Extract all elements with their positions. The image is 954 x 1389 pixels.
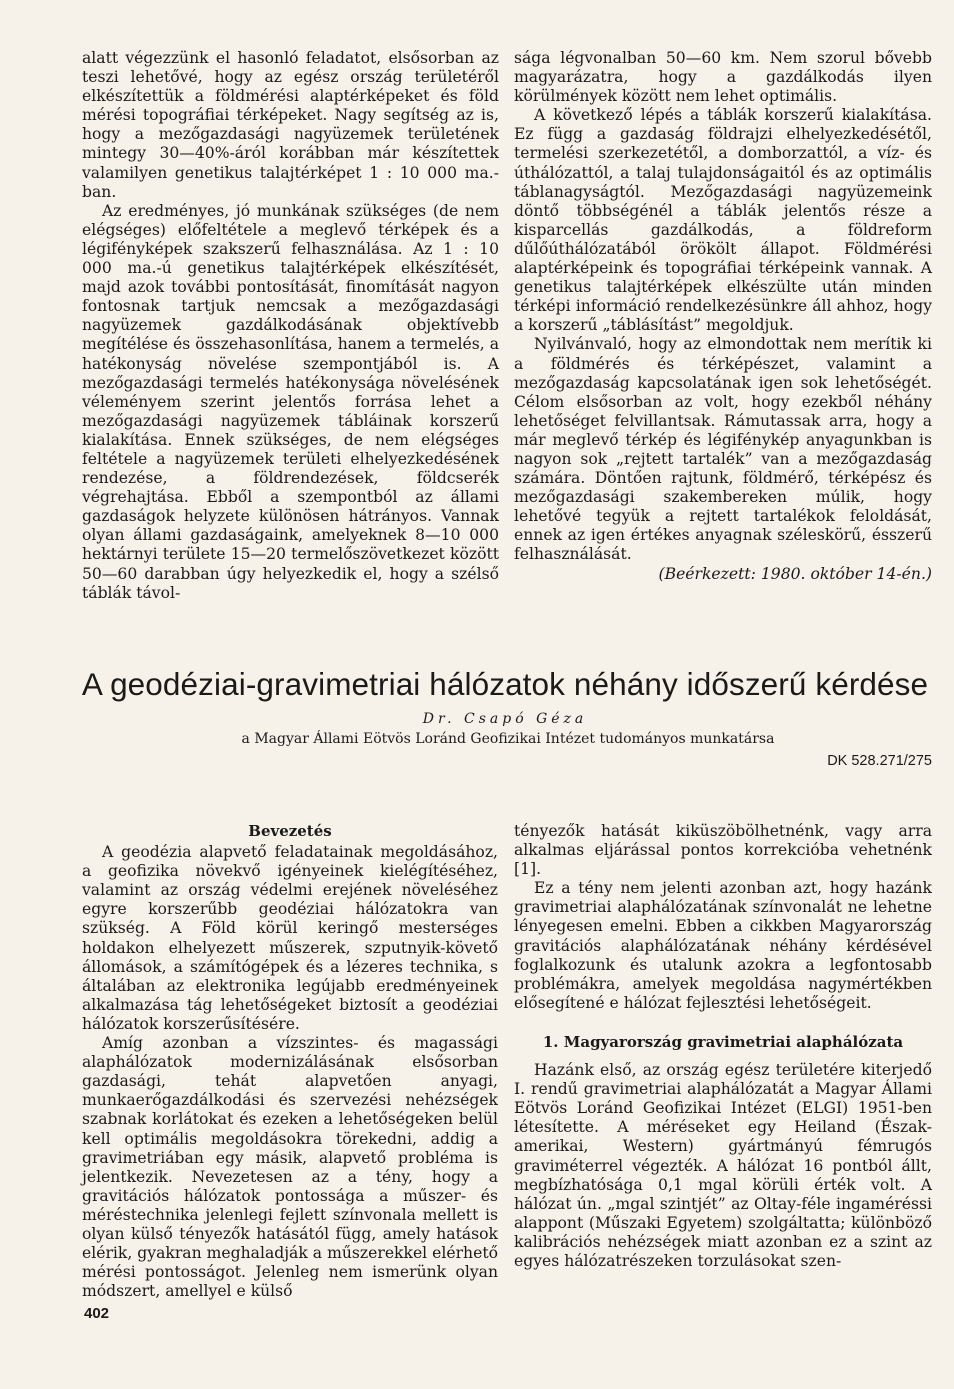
- top-left-column: [82, 49, 499, 603]
- paragraph: A következő lépés a táblák korszerű kialakítása. Ez függ a gazdaság földrajzi elhelyezkedésétől, termelési szerkezetétől, a domborzattól, a víz- és úthálózattól, a talaj tulajdonságaitól és az optimális táblanagyságtól. Mezőgazdasági nagyüzemeink döntő többségénél a táblák jelentős része a kisparcellás gazdálkodás, a földreform dűlőúthálózatából örökölt állapot. Földmérési alaptérképeink és topográfiai térképeink vannak. A genetikus talajtérképek elkészülte után minden térképi információ rendelkezésünkre áll ahhoz, hogy a korszerű „táblásítást” megoldjuk.: [514, 106, 932, 335]
- paragraph: Amíg azonban a vízszintes- és magassági alaphálózatok modernizálásának elsősorban gazdasági, tehát alapvetően anyagi, munkaerőgazdálkodási és szervezési nehézségek szabnak korlátokat és ezeken a lehetőségeken belül kell optimális megoldásokra törekedni, addig a gravimetriában egy másik, alapvető probléma is jelentkezik. Nevezetesen az a tény, hogy a gravitációs hálózatok pontossága a műszer- és méréstechnika jelenlegi fejlett színvonala mellett is olyan külső tényezők hatásától függ, amely hatások elérik, gyakran meghaladják a műszerekkel elérhető mérési pontosságot. Jelenleg nem ismerünk olyan módszert, amellyel e külső: [82, 1034, 498, 1301]
- section-heading: 1. Magyarország gravimetriai alaphálózata: [542, 1032, 904, 1051]
- paragraph: tényezők hatását kiküszöbölhetnénk, vagy arra alkalmas eljárással pontos korrekcióba vehetnénk [1].: [514, 822, 932, 879]
- paragraph: Ez a tény nem jelenti azonban azt, hogy hazánk gravimetriai alaphálózatának színvonalát ne lehetne lényegesen emelni. Ebben a cikkben Magyarország gravitációs alaphálózatának néhány kérdésével foglalkozunk és utalunk azokra a legfontosabb problémákra, amelyek megoldása nagymértékben elősegítené e hálózat fejlesztési lehetőségeit.: [514, 879, 932, 1012]
- section-heading: Bevezetés: [248, 822, 332, 840]
- paragraph: Hazánk első, az ország egész területére kiterjedő I. rendű gravimetriai alaphálózatát a Magyar Állami Eötvös Loránd Geofizikai Intézet (ELGI) 1951-ben létesítette. A méréseket egy Heiland (Észak-amerikai, Western) gyártmányú fémrugós graviméterrel végezték. A hálózat 16 pontból állt, megbízhatósága 0,1 mgal körüli érték volt. A hálózat ún. „mgal szintjét” az Oltay-féle ingaméréssi alappont (Műszaki Egyetem) szolgáltatta; különböző kalibrációs nehézségek miatt azonban ez a szint az egyes hálózatrészeken torzulásokat szen-: [514, 1061, 932, 1270]
- paragraph: Az eredményes, jó munkának szükséges (de nem elégséges) előfeltétele a meglevő térképek és a légifényképek szakszerű felhasználása. Az 1 : 10 000 ma.-ú genetikus talajtérképek elkészítését, majd azok további pontosítását, finomítását nagyon fontosnak tartjuk nemcsak a mezőgazdasági nagyüzemek gazdálkodásának objektívebb megítélése és összehasonlítása, hanem a termelés, a hatékonyság növelése szempontjából is. A mezőgazdasági termelés hatékonysága növelésének véleményem szerint jelentős forrása lehet a mezőgazdasági nagyüzemek tábláinak korszerű kialakítása. Ennek szükséges, de nem elégséges feltétele a nagyüzemek területi elhelyezkedésének rendezése, a földrendezések, földcserék végrehajtása. Ebből a szempontból az állami gazdaságok helyzete különösen hátrányos. Vannak olyan állami gazdaságaink, amelyeknek 8—10 000 hektárnyi területe 15—20 termelőszövetkezet között 50—60 darabban úgy helyezkedik el, hogy a szélső táblák távol-: [82, 201, 499, 602]
- paragraph: alatt végezzünk el hasonló feladatot, elsősorban az teszi lehetővé, hogy az egész ország területéről elkészítettük a földmérési alaptérképeket és föld mérési topográfiai térképeket. Nagy segítség az is, hogy a mezőgazdasági nagyüzemek területének mintegy 30—40%-áról korábban már készítettek valamilyen genetikus talajtérképet 1 : 10 000 ma.-ban.: [82, 49, 499, 201]
- bottom-right-column: [514, 822, 932, 1271]
- article-title: A geodéziai-gravimetriai hálózatok néhány időszerű kérdése: [81, 666, 929, 702]
- paragraph: A geodézia alapvető feladatainak megoldásához, a geofizika növekvő igényeinek kielégítéséhez, valamint az ország védelmi erejének növeléséhez egyre korszerűbb geodéziai hálózatokra van szükség. A Föld körül keringő mesterséges holdakon elhelyezett műszerek, szputnyik-követő állomások, a számítógépek és a lézeres technika, s általában az elektronika legújabb eredményeinek alkalmazása tág lehetőségeket biztosít a geodéziai hálózatok korszerűsítésére.: [82, 843, 498, 1033]
- author-affiliation: a Magyar Állami Eötvös Loránd Geofizikai Intézet tudományos munkatársa: [241, 731, 775, 747]
- author: Dr. Csapó Géza: [422, 711, 588, 727]
- top-right-column: [514, 49, 932, 584]
- bottom-left-column: [82, 822, 498, 1301]
- received-date: (Beérkezett: 1980. október 14-én.): [658, 564, 932, 583]
- paragraph: Nyilvánvaló, hogy az elmondottak nem merítik ki a földmérés és térképészet, valamint a mezőgazdaság kapcsolatának igen sok lehetőségét. Célom elsősorban az volt, hogy ezekből néhány lehetőséget felvillantsak. Rámutassak arra, hogy a már meglevő térkép és légifénykép anyagunkban is nagyon sok „rejtett tartalék” van a mezőgazdaság számára. Döntően rajtunk, földmérő, térképész és mezőgazdasági szakembereken múlik, hogy lehetővé tegyük a rejtett tartalékok feloldását, ennek az igen értékes anyagnak széleskörű, ésszerű felhasználását.: [514, 335, 932, 564]
- paragraph: sága légvonalban 50—60 km. Nem szorul bővebb magyarázatra, hogy a gazdálkodás ilyen körülmények között nem lehet optimális.: [514, 49, 932, 106]
- udc-code: DK 528.271/275: [827, 753, 932, 769]
- page-number: 402: [84, 1305, 110, 1322]
